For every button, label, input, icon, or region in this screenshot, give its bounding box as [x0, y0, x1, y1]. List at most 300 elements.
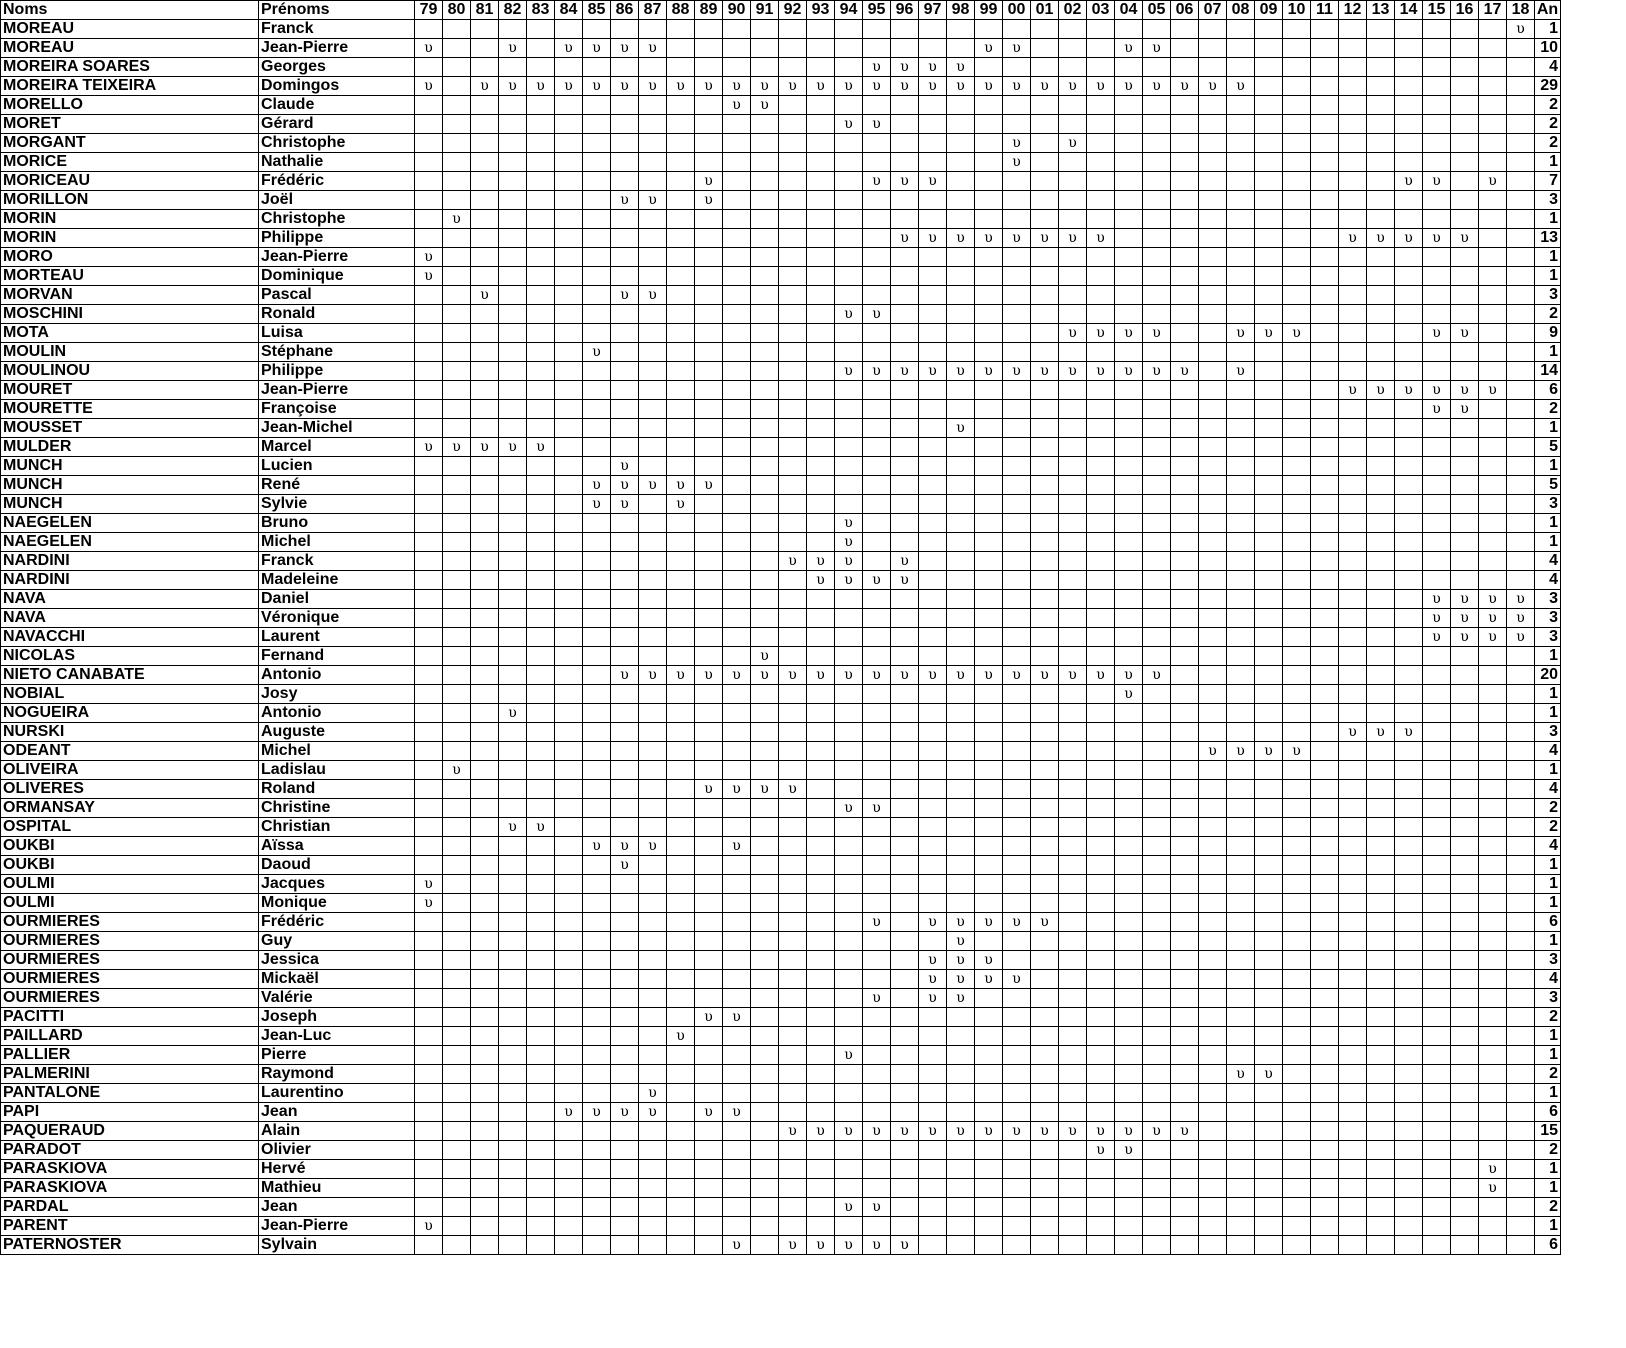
presence-mark: υ — [667, 666, 695, 685]
empty-cell — [415, 381, 443, 400]
empty-cell — [695, 552, 723, 571]
cell-total: 1 — [1535, 1027, 1561, 1046]
cell-nom: MOREAU — [1, 39, 259, 58]
empty-cell — [1451, 533, 1479, 552]
empty-cell — [1395, 552, 1423, 571]
empty-cell — [723, 58, 751, 77]
empty-cell — [1451, 476, 1479, 495]
empty-cell — [1003, 457, 1031, 476]
empty-cell — [667, 1122, 695, 1141]
empty-cell — [947, 780, 975, 799]
empty-cell — [1087, 875, 1115, 894]
cell-nom: MOREIRA TEIXEIRA — [1, 77, 259, 96]
empty-cell — [947, 96, 975, 115]
empty-cell — [1115, 1084, 1143, 1103]
empty-cell — [695, 970, 723, 989]
empty-cell — [751, 172, 779, 191]
empty-cell — [555, 647, 583, 666]
empty-cell — [1031, 438, 1059, 457]
cell-total: 3 — [1535, 286, 1561, 305]
empty-cell — [1339, 514, 1367, 533]
empty-cell — [1367, 58, 1395, 77]
empty-cell — [779, 1046, 807, 1065]
empty-cell — [947, 799, 975, 818]
empty-cell — [527, 856, 555, 875]
empty-cell — [1395, 647, 1423, 666]
empty-cell — [1507, 704, 1535, 723]
empty-cell — [751, 894, 779, 913]
empty-cell — [1311, 1103, 1339, 1122]
empty-cell — [807, 438, 835, 457]
empty-cell — [415, 1046, 443, 1065]
empty-cell — [1367, 1198, 1395, 1217]
empty-cell — [975, 989, 1003, 1008]
empty-cell — [947, 1179, 975, 1198]
cell-total: 14 — [1535, 362, 1561, 381]
table-row — [1, 590, 1561, 609]
empty-cell — [1283, 476, 1311, 495]
empty-cell — [1367, 609, 1395, 628]
empty-cell — [1003, 96, 1031, 115]
empty-cell — [1479, 248, 1507, 267]
empty-cell — [443, 533, 471, 552]
empty-cell — [1283, 1217, 1311, 1236]
empty-cell — [835, 419, 863, 438]
empty-cell — [1339, 1084, 1367, 1103]
presence-mark: υ — [1227, 1065, 1255, 1084]
empty-cell — [1339, 1103, 1367, 1122]
empty-cell — [583, 989, 611, 1008]
empty-cell — [1451, 913, 1479, 932]
empty-cell — [415, 96, 443, 115]
empty-cell — [1339, 438, 1367, 457]
empty-cell — [471, 1046, 499, 1065]
empty-cell — [1311, 1198, 1339, 1217]
empty-cell — [835, 742, 863, 761]
empty-cell — [583, 742, 611, 761]
empty-cell — [527, 913, 555, 932]
empty-cell — [751, 1217, 779, 1236]
empty-cell — [1423, 951, 1451, 970]
empty-cell — [1115, 818, 1143, 837]
empty-cell — [1255, 590, 1283, 609]
empty-cell — [919, 191, 947, 210]
cell-nom: PARDAL — [1, 1198, 259, 1217]
empty-cell — [527, 723, 555, 742]
presence-mark: υ — [1087, 1141, 1115, 1160]
empty-cell — [1171, 875, 1199, 894]
empty-cell — [1059, 20, 1087, 39]
empty-cell — [1339, 400, 1367, 419]
empty-cell — [611, 989, 639, 1008]
empty-cell — [807, 1160, 835, 1179]
empty-cell — [1031, 780, 1059, 799]
empty-cell — [975, 305, 1003, 324]
cell-nom: MOULIN — [1, 343, 259, 362]
empty-cell — [583, 647, 611, 666]
empty-cell — [1031, 172, 1059, 191]
empty-cell — [1003, 1103, 1031, 1122]
empty-cell — [1143, 780, 1171, 799]
empty-cell — [1479, 533, 1507, 552]
empty-cell — [555, 571, 583, 590]
empty-cell — [751, 419, 779, 438]
empty-cell — [1423, 457, 1451, 476]
empty-cell — [1143, 1084, 1171, 1103]
empty-cell — [1479, 951, 1507, 970]
empty-cell — [1283, 400, 1311, 419]
empty-cell — [863, 856, 891, 875]
empty-cell — [639, 20, 667, 39]
empty-cell — [1227, 951, 1255, 970]
empty-cell — [1367, 628, 1395, 647]
cell-prenom: Ladislau — [259, 761, 415, 780]
empty-cell — [863, 951, 891, 970]
empty-cell — [1003, 305, 1031, 324]
empty-cell — [1003, 742, 1031, 761]
empty-cell — [1003, 875, 1031, 894]
empty-cell — [1087, 495, 1115, 514]
presence-mark: υ — [1339, 723, 1367, 742]
empty-cell — [975, 324, 1003, 343]
cell-total: 1 — [1535, 248, 1561, 267]
empty-cell — [1283, 514, 1311, 533]
empty-cell — [499, 875, 527, 894]
empty-cell — [471, 343, 499, 362]
empty-cell — [835, 723, 863, 742]
empty-cell — [667, 229, 695, 248]
empty-cell — [1283, 153, 1311, 172]
empty-cell — [835, 438, 863, 457]
empty-cell — [1395, 20, 1423, 39]
empty-cell — [555, 96, 583, 115]
empty-cell — [807, 248, 835, 267]
empty-cell — [583, 324, 611, 343]
empty-cell — [499, 20, 527, 39]
cell-nom: PAILLARD — [1, 1027, 259, 1046]
empty-cell — [891, 818, 919, 837]
empty-cell — [1479, 1198, 1507, 1217]
empty-cell — [1451, 305, 1479, 324]
empty-cell — [863, 723, 891, 742]
empty-cell — [527, 932, 555, 951]
empty-cell — [1199, 761, 1227, 780]
empty-cell — [1059, 742, 1087, 761]
empty-cell — [1059, 438, 1087, 457]
presence-mark: υ — [667, 495, 695, 514]
empty-cell — [1423, 1008, 1451, 1027]
cell-prenom: Sylvie — [259, 495, 415, 514]
empty-cell — [1115, 989, 1143, 1008]
header-year: 92 — [779, 1, 807, 20]
empty-cell — [415, 628, 443, 647]
empty-cell — [471, 172, 499, 191]
empty-cell — [1059, 590, 1087, 609]
empty-cell — [1227, 153, 1255, 172]
empty-cell — [1087, 210, 1115, 229]
empty-cell — [611, 685, 639, 704]
table-row — [1, 267, 1561, 286]
empty-cell — [947, 1236, 975, 1255]
empty-cell — [1479, 1122, 1507, 1141]
header-year: 97 — [919, 1, 947, 20]
empty-cell — [751, 20, 779, 39]
empty-cell — [667, 1008, 695, 1027]
empty-cell — [863, 96, 891, 115]
empty-cell — [1395, 590, 1423, 609]
header-year: 04 — [1115, 1, 1143, 20]
empty-cell — [1031, 1198, 1059, 1217]
cell-total: 5 — [1535, 476, 1561, 495]
empty-cell — [1031, 875, 1059, 894]
empty-cell — [1115, 780, 1143, 799]
presence-mark: υ — [695, 1008, 723, 1027]
empty-cell — [527, 1198, 555, 1217]
empty-cell — [1059, 818, 1087, 837]
empty-cell — [1479, 514, 1507, 533]
presence-mark: υ — [1283, 324, 1311, 343]
empty-cell — [1003, 1046, 1031, 1065]
presence-mark: υ — [863, 571, 891, 590]
empty-cell — [1031, 39, 1059, 58]
header-year: 84 — [555, 1, 583, 20]
empty-cell — [667, 362, 695, 381]
empty-cell — [695, 989, 723, 1008]
presence-mark: υ — [1003, 362, 1031, 381]
empty-cell — [1115, 115, 1143, 134]
empty-cell — [1451, 1141, 1479, 1160]
empty-cell — [639, 970, 667, 989]
empty-cell — [1451, 362, 1479, 381]
empty-cell — [1479, 742, 1507, 761]
cell-prenom: Michel — [259, 533, 415, 552]
empty-cell — [947, 875, 975, 894]
empty-cell — [1283, 1122, 1311, 1141]
table-row — [1, 96, 1561, 115]
presence-mark: υ — [835, 305, 863, 324]
empty-cell — [1143, 343, 1171, 362]
empty-cell — [1283, 799, 1311, 818]
empty-cell — [1031, 134, 1059, 153]
cell-prenom: Roland — [259, 780, 415, 799]
empty-cell — [1087, 191, 1115, 210]
empty-cell — [1395, 495, 1423, 514]
header-year: 06 — [1171, 1, 1199, 20]
empty-cell — [1507, 666, 1535, 685]
empty-cell — [415, 837, 443, 856]
presence-mark: υ — [1003, 1122, 1031, 1141]
empty-cell — [639, 305, 667, 324]
empty-cell — [583, 1046, 611, 1065]
presence-mark: υ — [611, 495, 639, 514]
empty-cell — [835, 1027, 863, 1046]
empty-cell — [1255, 286, 1283, 305]
empty-cell — [1507, 77, 1535, 96]
empty-cell — [919, 742, 947, 761]
empty-cell — [1115, 913, 1143, 932]
empty-cell — [1031, 1027, 1059, 1046]
empty-cell — [1143, 951, 1171, 970]
presence-mark: υ — [695, 191, 723, 210]
empty-cell — [779, 970, 807, 989]
empty-cell — [527, 267, 555, 286]
presence-mark: υ — [947, 989, 975, 1008]
empty-cell — [723, 742, 751, 761]
empty-cell — [891, 799, 919, 818]
empty-cell — [1003, 894, 1031, 913]
cell-total: 1 — [1535, 267, 1561, 286]
empty-cell — [1423, 1217, 1451, 1236]
presence-mark: υ — [639, 286, 667, 305]
empty-cell — [1395, 267, 1423, 286]
empty-cell — [779, 210, 807, 229]
empty-cell — [1451, 39, 1479, 58]
empty-cell — [751, 723, 779, 742]
empty-cell — [1367, 343, 1395, 362]
empty-cell — [1143, 1046, 1171, 1065]
empty-cell — [1227, 1046, 1255, 1065]
empty-cell — [863, 818, 891, 837]
empty-cell — [499, 267, 527, 286]
empty-cell — [891, 267, 919, 286]
empty-cell — [583, 305, 611, 324]
empty-cell — [583, 267, 611, 286]
empty-cell — [779, 267, 807, 286]
empty-cell — [1283, 457, 1311, 476]
empty-cell — [1031, 400, 1059, 419]
empty-cell — [443, 913, 471, 932]
empty-cell — [1227, 799, 1255, 818]
empty-cell — [1367, 96, 1395, 115]
empty-cell — [779, 1198, 807, 1217]
empty-cell — [1143, 457, 1171, 476]
empty-cell — [1087, 115, 1115, 134]
empty-cell — [1143, 1179, 1171, 1198]
empty-cell — [1311, 647, 1339, 666]
empty-cell — [583, 115, 611, 134]
empty-cell — [667, 742, 695, 761]
empty-cell — [667, 172, 695, 191]
empty-cell — [443, 248, 471, 267]
empty-cell — [751, 875, 779, 894]
empty-cell — [751, 1236, 779, 1255]
presence-mark: υ — [779, 1122, 807, 1141]
empty-cell — [1143, 1008, 1171, 1027]
empty-cell — [1031, 609, 1059, 628]
empty-cell — [1143, 970, 1171, 989]
empty-cell — [527, 590, 555, 609]
empty-cell — [1283, 1236, 1311, 1255]
empty-cell — [527, 837, 555, 856]
empty-cell — [1367, 761, 1395, 780]
empty-cell — [443, 818, 471, 837]
cell-nom: OLIVEIRA — [1, 761, 259, 780]
empty-cell — [751, 39, 779, 58]
empty-cell — [835, 381, 863, 400]
presence-mark: υ — [1451, 229, 1479, 248]
empty-cell — [1479, 476, 1507, 495]
empty-cell — [555, 989, 583, 1008]
presence-mark: υ — [555, 39, 583, 58]
empty-cell — [1367, 837, 1395, 856]
empty-cell — [667, 96, 695, 115]
empty-cell — [667, 343, 695, 362]
empty-cell — [471, 989, 499, 1008]
empty-cell — [1227, 837, 1255, 856]
presence-mark: υ — [499, 704, 527, 723]
empty-cell — [1227, 989, 1255, 1008]
presence-mark: υ — [667, 1027, 695, 1046]
empty-cell — [863, 875, 891, 894]
empty-cell — [919, 628, 947, 647]
empty-cell — [1115, 704, 1143, 723]
empty-cell — [751, 1084, 779, 1103]
cell-nom: MORET — [1, 115, 259, 134]
empty-cell — [639, 115, 667, 134]
empty-cell — [1423, 761, 1451, 780]
empty-cell — [1311, 248, 1339, 267]
empty-cell — [1507, 913, 1535, 932]
empty-cell — [919, 400, 947, 419]
presence-mark: υ — [1115, 39, 1143, 58]
empty-cell — [835, 476, 863, 495]
empty-cell — [1115, 1046, 1143, 1065]
empty-cell — [1171, 856, 1199, 875]
empty-cell — [1227, 514, 1255, 533]
empty-cell — [1171, 742, 1199, 761]
presence-mark: υ — [527, 438, 555, 457]
empty-cell — [1115, 476, 1143, 495]
empty-cell — [415, 476, 443, 495]
empty-cell — [1507, 191, 1535, 210]
empty-cell — [1199, 552, 1227, 571]
empty-cell — [1087, 1236, 1115, 1255]
empty-cell — [1003, 1065, 1031, 1084]
empty-cell — [891, 970, 919, 989]
empty-cell — [1479, 39, 1507, 58]
empty-cell — [471, 1103, 499, 1122]
table-row — [1, 153, 1561, 172]
presence-mark: υ — [1199, 77, 1227, 96]
empty-cell — [471, 248, 499, 267]
empty-cell — [639, 134, 667, 153]
empty-cell — [611, 609, 639, 628]
empty-cell — [1423, 248, 1451, 267]
empty-cell — [583, 970, 611, 989]
empty-cell — [639, 324, 667, 343]
empty-cell — [891, 856, 919, 875]
empty-cell — [975, 1065, 1003, 1084]
presence-mark: υ — [443, 438, 471, 457]
empty-cell — [1087, 419, 1115, 438]
cell-nom: PATERNOSTER — [1, 1236, 259, 1255]
empty-cell — [611, 343, 639, 362]
presence-mark: υ — [1087, 666, 1115, 685]
empty-cell — [1087, 39, 1115, 58]
empty-cell — [1311, 476, 1339, 495]
empty-cell — [443, 20, 471, 39]
empty-cell — [1367, 647, 1395, 666]
empty-cell — [1255, 818, 1283, 837]
cell-prenom: Mathieu — [259, 1179, 415, 1198]
empty-cell — [807, 913, 835, 932]
empty-cell — [1031, 191, 1059, 210]
empty-cell — [807, 628, 835, 647]
empty-cell — [1059, 343, 1087, 362]
cell-prenom: Daoud — [259, 856, 415, 875]
empty-cell — [443, 704, 471, 723]
empty-cell — [1227, 58, 1255, 77]
